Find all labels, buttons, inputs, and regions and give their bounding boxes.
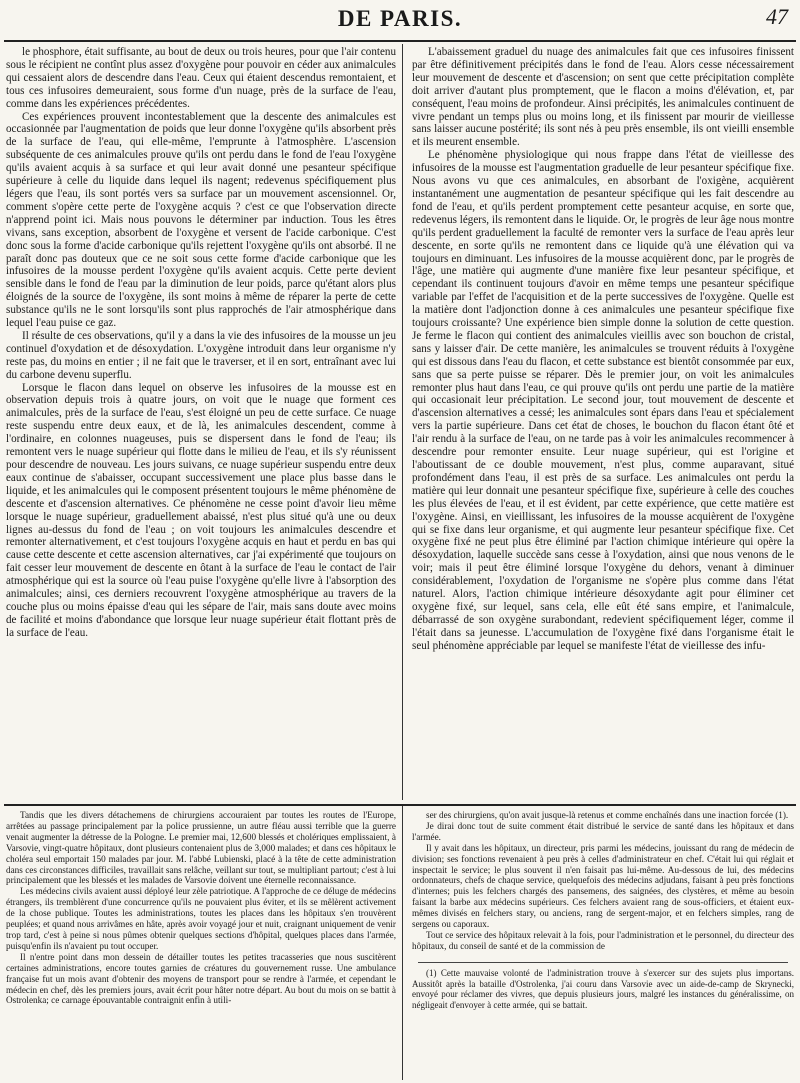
page-number: 47 [766,4,788,29]
paragraph: le phosphore, était suffisante, au bout de deux ou trois heures, pour que l'air contenu sous le récipient ne contînt plus assez d'oxygène pour pouvoir en céder aux animalcules qui cessaient alors de descendre dans l'eau. Ceux qui étaient descendus remontaient, et tous ces infusoires demeuraient, sous forme d'un nuage, près de la surface de l'eau, comme dans les expériences précédentes. [6,46,396,110]
page-title: DE PARIS. [337,6,463,31]
feuilleton-paragraph: ser des chirurgiens, qu'on avait jusque-là retenus et comme enchaînés dans une inaction forcée (1). [426,810,789,820]
right-column [412,46,794,798]
feuilleton-paragraph: Tandis que les divers détachemens de chirurgiens accouraient par toutes les routes de l'Europe, arrêtées au passage principalement par la police prussienne, un autre fléau aussi terrible que la guerre venait augmenter la détresse de la Pologne. Le premier mai, 12,600 blessés et cholériques emplissaient, à Varsovie, vingt-quatre hôpitaux, dont plusieurs contenaient plus de 3,000 malades; et dans ces hôpitaux le choléra seul emportait 150 malades par jour. M. l'abbé Lubienski, placé à la tête de cette administration dans ces circonstances difficiles, travaillait sans relâche, veillant sur tout, se multipliant partout; c'est à lui principalement que les blessés et les malades de Varsovie doivent une éternelle reconnaissance. [6,810,396,886]
page-header [0,0,800,40]
paragraph: Ces expériences prouvent incontestablement que la descente des animalcules est occasionnée par l'augmentation de poids que leur donne l'oxygène qu'ils absorbent près de la surface de l'eau, qui elle-même, l'emprunte à l'atmosphère. L'ascension subséquente de ces animalcules prouve qu'ils ont perdu dans le fond de l'eau l'oxygène qu'ils avaient acquis à sa surface et qui leur avait donné une pesanteur spécifique supérieure à celle du liquide dans lequel ils nagent; redevenus spécifiquement plus légers que l'eau, ils sont portés vers sa surface par un mouvement ascensionnel. Or, comment s'opère cette perte de l'oxygène acquis ? c'est ce que l'observation directe n'apprend point ici. Mais nous pouvons le déterminer par induction. Tous les êtres vivans, sans exception, absorbent de l'oxygène et versent de l'acide carbonique. C'est donc sous la forme d'acide carbonique qu'ils rejettent l'oxygène qu'ils ont absorbé. Il ne paraît donc pas douteux que ce ne soit sous cette forme d'acide carbonique que les infusoires de la mousse perdent l'oxygène qu'ils avaient acquis. Cette perte devient sensible dans le fond de l'eau par la diminution de leur poids, parce qu'étant alors plus éloignés de la source de l'oxygène, ils sont moins à même de réparer la perte de cette substance qu'ils ne le sont lorsqu'ils sont plus rapprochés de l'air atmosphérique dans lequel l'eau puise ce gaz. [6,110,396,330]
header-rule [4,40,796,42]
footnote [412,968,794,1011]
feuilleton-paragraph: Je dirai donc tout de suite comment était distribué le service de santé dans les hôpitaux et dans l'armée. [412,820,794,842]
feuilleton-paragraph: Il n'entre point dans mon dessein de détailler toutes les petites tracasseries que nous suscitèrent certaines administrations, encore toutes garnies de créatures du gouvernement russe. Une ambulance française fut un mois avant d'obtenir des moyens de transport pour se rendre à l'armée, et cependant le médecin en chef, dès les premiers jours, avait écrit pour hâter notre départ. Au bout du mois on se battit à Ostrolenka; ce carnage épouvantable contraignit enfin à utili- [6,951,396,1006]
feuilleton-paragraph: Les médecins civils avaient aussi déployé leur zèle patriotique. A l'approche de ce déluge de médecins étrangers, ils tremblèrent d'une concurrence qu'ils ne pouvaient plus éviter, et ils se mêlèrent activement de la chose publique. Toutes les administrations, toutes les places dans les hôpitaux s'en trouvèrent peuplées; et quand nous arrivâmes en hâte, après avoir voyagé jour et nuit, craignant uniquement de venir trop tard, c'est à peine si nous pûmes obtenir quelques sections d'hôpital, quelques places dans l'armée, puisqu'enfin ils n'avaient pu tout occuper. [6,886,396,951]
paragraph: Le phénomène physiologique qui nous frappe dans l'état de vieillesse des infusoires de la mousse est l'augmentation graduelle de leur pesanteur spécifique fixe. Nous avons vu que ces animalcules, en absorbant de l'oxigène, acquièrent instantanément une augmentation de pesanteur spécifique qui les fait descendre au fond de l'eau, et qu'ils perdent promptement cette pesanteur acquise, en sorte que, redevenus légers, ils remontent dans le liquide. Or, le progrès de leur âge nous montre qu'ils perdent graduellement la faculté de remonter vers la surface de l'eau après leur descente, en sorte qu'ils ne remontent dans ce liquide qu'à une élévation qui va toujours en diminuant. Les infusoires de la mousse acquièrent donc, par le progrès de l'âge, une matière qui augmente d'une manière fixe leur pesanteur spécifique, et cependant ils continuent toujours d'avoir en même temps une pesanteur spécifique variable par l'effet de l'acquisition et de la perte successives de l'oxygène. Quelle est la matière dont l'adjonction donne à ces animalcules une pesanteur spécifique fixe toujours croissante? Une expérience bien simple donne la solution de cette question. Je ferme le flacon qui contient des animalcules vieillis avec son bouchon de cristal, sans y laisser d'air. De cette manière, les animalcules se trouvent réduits à l'oxygène qui est dissous dans l'eau du flacon, et cette substance est bientôt consommée par eux, sans que sa perte puisse se réparer. Dès le premier jour, on voit les animalcules remonter plus haut dans l'eau, ce qui prouve qu'ils ont perdu une partie de la matière qui occasionait leur précipitation. Le second jour, tout mouvement de descente et d'ascension alternatives a cessé; les animalcules sont épars dans l'eau et spécialement vers la partie supérieure. Dans cet état de choses, le bouchon du flacon étant ôté et l'air rendu à la surface de l'eau, on ne tarde pas à voir les animalcules recommencer à descendre pour remonter ensuite. Leur nuage supérieur, qui est l'origine et l'aboutissant de ce double mouvement, n'est plus, comme auparavant, situé profondément dans l'eau, il est près de sa surface. Les animalcules ont perdu la matière qui leur donnait une pesanteur spécifique fixe, supérieure à celle des couches les plus élevées de l'eau, et il est évident, par cette expérience, que cette matière est l'oxygène. Ainsi, en vieillissant, les infusoires de la mousse acquièrent de l'oxygène qui se fixe dans leur organisme, et qui augmente leur pesanteur spécifique fixe. Cet oxygène fixé ne peut plus être éliminé par l'action chimique intérieure qui opère la désoxydation, laquelle succède sans cesse à l'oxydation, ainsi que nous venons de le voir; mais il peut être éliminé lorsque l'oxygène du dehors, venant à diminuer considérablement, l'oxydation de l'organisme ne s'opère plus comme dans l'état naturel. Alors, l'action chimique intérieure désoxydante agit pour éliminer cet oxygène fixé, sur lequel, sans cela, elle eût été sans empire, et l'animalcule, débarrassé de son oxygène surabondant, redevient spécifiquement léger, comme il l'était dans sa jeunesse. L'accumulation de l'oxygène fixé dans l'organisme était le seul phénomène appréciable par lequel se manifeste l'état de vieillesse des infu- [412,149,794,652]
left-column [6,46,396,798]
feuilleton-divider [402,806,403,1080]
feuilleton-rule [4,804,796,806]
footnote-rule [418,962,788,963]
feuilleton-right-column [412,810,794,1080]
paragraph: Lorsque le flacon dans lequel on observe les infusoires de la mousse est en observation depuis trois à quatre jours, on voit que le nuage que forment ces animalcules, près de la surface de l'eau, s'est éloigné un peu de cette surface. Ce nuage reste suspendu entre deux eaux, et de là, les animalcules descendent, comme à l'ordinaire, en colonnes nuageuses, puis se dispersent dans le fond de l'eau; ils remontent vers le nuage supérieur qui flotte dans le milieu de l'eau, et ils s'y réunissent pour descendre de nouveau. Les jours suivans, ce nuage supérieur suspendu entre deux eaux continue de s'abaisser, occupant successivement une place plus basse dans le liquide, et les animalcules qui le composent présentent toujours le même phénomène de descente et d'ascension alternatives. Ce phénomène ne cesse point d'avoir lieu même lorsque le nuage supérieur, graduellement abaissé, n'est plus situé qu'à une ou deux lignes au-dessus du fond de l'eau ; on voit toujours les animalcules descendre et remonter alternativement, et c'est toujours l'oxygène acquis en haut et perdu en bas qui cause cette descente et cette ascension alternatives, car j'ai expérimenté que toujours on fait cesser leur mouvement de descente en ôtant à la surface de l'eau le contact de l'air atmosphérique qui est la source où l'eau puise l'oxygène qu'elle livre à l'absorption des animalcules; ainsi, ces derniers recouvrent l'oxygène atmosphérique au travers de la couche plus ou moins épaisse d'eau qui les sépare de l'air, mais sans doute avec moins de facilité et moins d'abondance que lorsque leur nuage supérieur était flottant près de la surface de l'eau. [6,381,396,639]
footnote-text: (1) Cette mauvaise volonté de l'administration trouve à s'exercer sur des sujets plus importans. Aussitôt après la bataille d'Ostrolenka, j'ai couru dans Varsovie avec un aide-de-camp de Skrynecki, envoyé pour réclamer des vivres, que depuis plusieurs jours, malgré les instances du généralissime, on négligeait d'envoyer à cette armée, qui se battait. [412,967,794,1011]
paragraph: Il résulte de ces observations, qu'il y a dans la vie des infusoires de la mousse un jeu continuel d'oxydation et de désoxydation. L'oxygène introduit dans leur organisme n'y reste pas, du moins en entier ; il ne fait que le traverser, et il en sort, entraînant avec lui du carbone devenu superflu. [6,329,396,381]
column-divider [402,44,403,800]
feuilleton-left-column [6,810,396,1080]
feuilleton-paragraph: Tout ce service des hôpitaux relevait à la fois, pour l'administration et le personnel, du directeur des hôpitaux, du conseil de santé et de la commission de [412,929,794,951]
paragraph: L'abaissement graduel du nuage des animalcules fait que ces infusoires finissent par être définitivement précipités dans le fond de l'eau. Alors cesse nécessairement leur mouvement de descente et d'ascension; on sent que cette précipitation complète doit arriver d'autant plus promptement, que le flacon a moins d'élévation, et, par conséquent, l'eau moins de profondeur. Ainsi précipités, les animalcules continuent de vivre pendant un temps plus ou moins long, et ils finissent par mourir de vieillesse sans laisser aucune postérité; ils sont nés à peu près ensemble, ils ont vieilli ensemble et ils meurent ensemble. [412,46,794,149]
feuilleton-paragraph: Il y avait dans les hôpitaux, un directeur, pris parmi les médecins, jouissant du rang de médecin de division; ses fonctions revenaient à peu près à celles d'administrateur en chef. C'était lui qui réglait et inspectait le service; le plus souvent il n'en faisait pas lui-même. Au-dessous de lui, des médecins ordonnateurs, chefs de chaque service, quelquefois des médecins adjudans, faisant à peu près fonctions d'internes; puis les felchers chargés des pansemens, des saignées, des clystères, et même au besoin faisant la barbe aux médecins supérieurs. Ces felchers avaient rang de sous-officiers, et étaient eux-mêmes divisés en felchers stary, ou anciens, rang de sergent-major, et en felchers simples, rang de sergens ou caporaux. [412,842,794,930]
